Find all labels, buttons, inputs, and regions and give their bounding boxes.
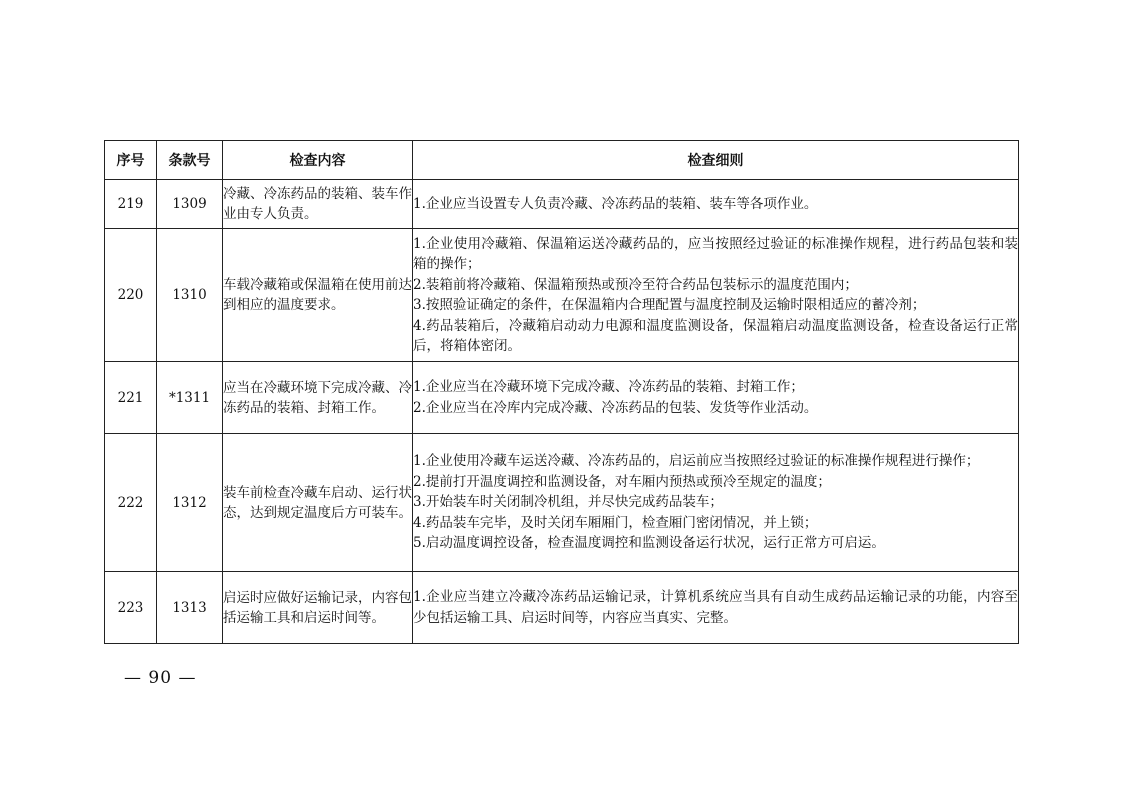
row-details bbox=[413, 180, 1019, 229]
detail-item: 5.启动温度调控设备，检查温度调控和监测设备运行状况，运行正常方可启运。 bbox=[413, 535, 885, 552]
row-seq: 220 bbox=[105, 229, 157, 362]
row-details bbox=[413, 434, 1019, 572]
row-seq: 219 bbox=[105, 180, 157, 229]
detail-item: 2.提前打开温度调控和监测设备，对车厢内预热或预冷至规定的温度； bbox=[413, 473, 831, 490]
table-row bbox=[105, 572, 1019, 644]
detail-item: 4.药品装箱后，冷藏箱启动动力电源和温度监测设备，保温箱启动温度监测设备，检查设备运行正常后，将箱体密闭。 bbox=[413, 317, 1018, 354]
row-content: 应当在冷藏环境下完成冷藏、冷冻药品的装箱、封箱工作。 bbox=[223, 362, 413, 434]
row-seq: 222 bbox=[105, 434, 157, 572]
table-row bbox=[105, 229, 1019, 362]
row-seq: 221 bbox=[105, 362, 157, 434]
header-seq: 序号 bbox=[105, 141, 157, 180]
detail-item: 1.企业应当设置专人负责冷藏、冷冻药品的装箱、装车等各项作业。 bbox=[413, 195, 818, 212]
row-clause: 1310 bbox=[157, 229, 223, 362]
detail-item: 1.企业使用冷藏车运送冷藏、冷冻药品的，启运前应当按照经过验证的标准操作规程进行操作； bbox=[413, 453, 980, 470]
row-clause: 1309 bbox=[157, 180, 223, 229]
table-row bbox=[105, 434, 1019, 572]
detail-item: 1.企业应当建立冷藏冷冻药品运输记录，计算机系统应当具有自动生成药品运输记录的功能，内容至少包括运输工具、启运时间等，内容应当真实、完整。 bbox=[413, 589, 1018, 626]
row-content: 车载冷藏箱或保温箱在使用前达到相应的温度要求。 bbox=[223, 229, 413, 362]
row-content: 启运时应做好运输记录，内容包括运输工具和启运时间等。 bbox=[223, 572, 413, 644]
row-clause: *1311 bbox=[157, 362, 223, 434]
table-header-row bbox=[105, 141, 1019, 180]
detail-item: 2.企业应当在冷库内完成冷藏、冷冻药品的包装、发货等作业活动。 bbox=[413, 399, 818, 416]
detail-item: 1.企业使用冷藏箱、保温箱运送冷藏药品的，应当按照经过验证的标准操作规程，进行药品包装和装箱的操作； bbox=[413, 235, 1018, 272]
detail-item: 2.装箱前将冷藏箱、保温箱预热或预冷至符合药品包装标示的温度范围内； bbox=[413, 276, 858, 293]
table-row bbox=[105, 180, 1019, 229]
inspection-table bbox=[104, 140, 1019, 644]
detail-item: 1.企业应当在冷藏环境下完成冷藏、冷冻药品的装箱、封箱工作； bbox=[413, 379, 804, 395]
row-content: 冷藏、冷冻药品的装箱、装车作业由专人负责。 bbox=[223, 180, 413, 229]
detail-item: 3.开始装车时关闭制冷机组，并尽快完成药品装车； bbox=[413, 494, 723, 511]
header-details: 检查细则 bbox=[413, 141, 1019, 180]
row-seq: 223 bbox=[105, 572, 157, 644]
table-row bbox=[105, 362, 1019, 434]
row-clause: 1312 bbox=[157, 434, 223, 572]
row-details bbox=[413, 362, 1019, 434]
header-clause: 条款号 bbox=[157, 141, 223, 180]
row-clause: 1313 bbox=[157, 572, 223, 644]
row-details bbox=[413, 229, 1019, 362]
row-details bbox=[413, 572, 1019, 644]
detail-item: 3.按照验证确定的条件，在保温箱内合理配置与温度控制及运输时限相适应的蓄冷剂； bbox=[413, 297, 926, 313]
detail-item: 4.药品装车完毕，及时关闭车厢厢门，检查厢门密闭情况，并上锁； bbox=[413, 514, 818, 531]
page-number: — 90 — bbox=[124, 668, 197, 688]
row-content: 装车前检查冷藏车启动、运行状态，达到规定温度后方可装车。 bbox=[223, 434, 413, 572]
header-content: 检查内容 bbox=[223, 141, 413, 180]
